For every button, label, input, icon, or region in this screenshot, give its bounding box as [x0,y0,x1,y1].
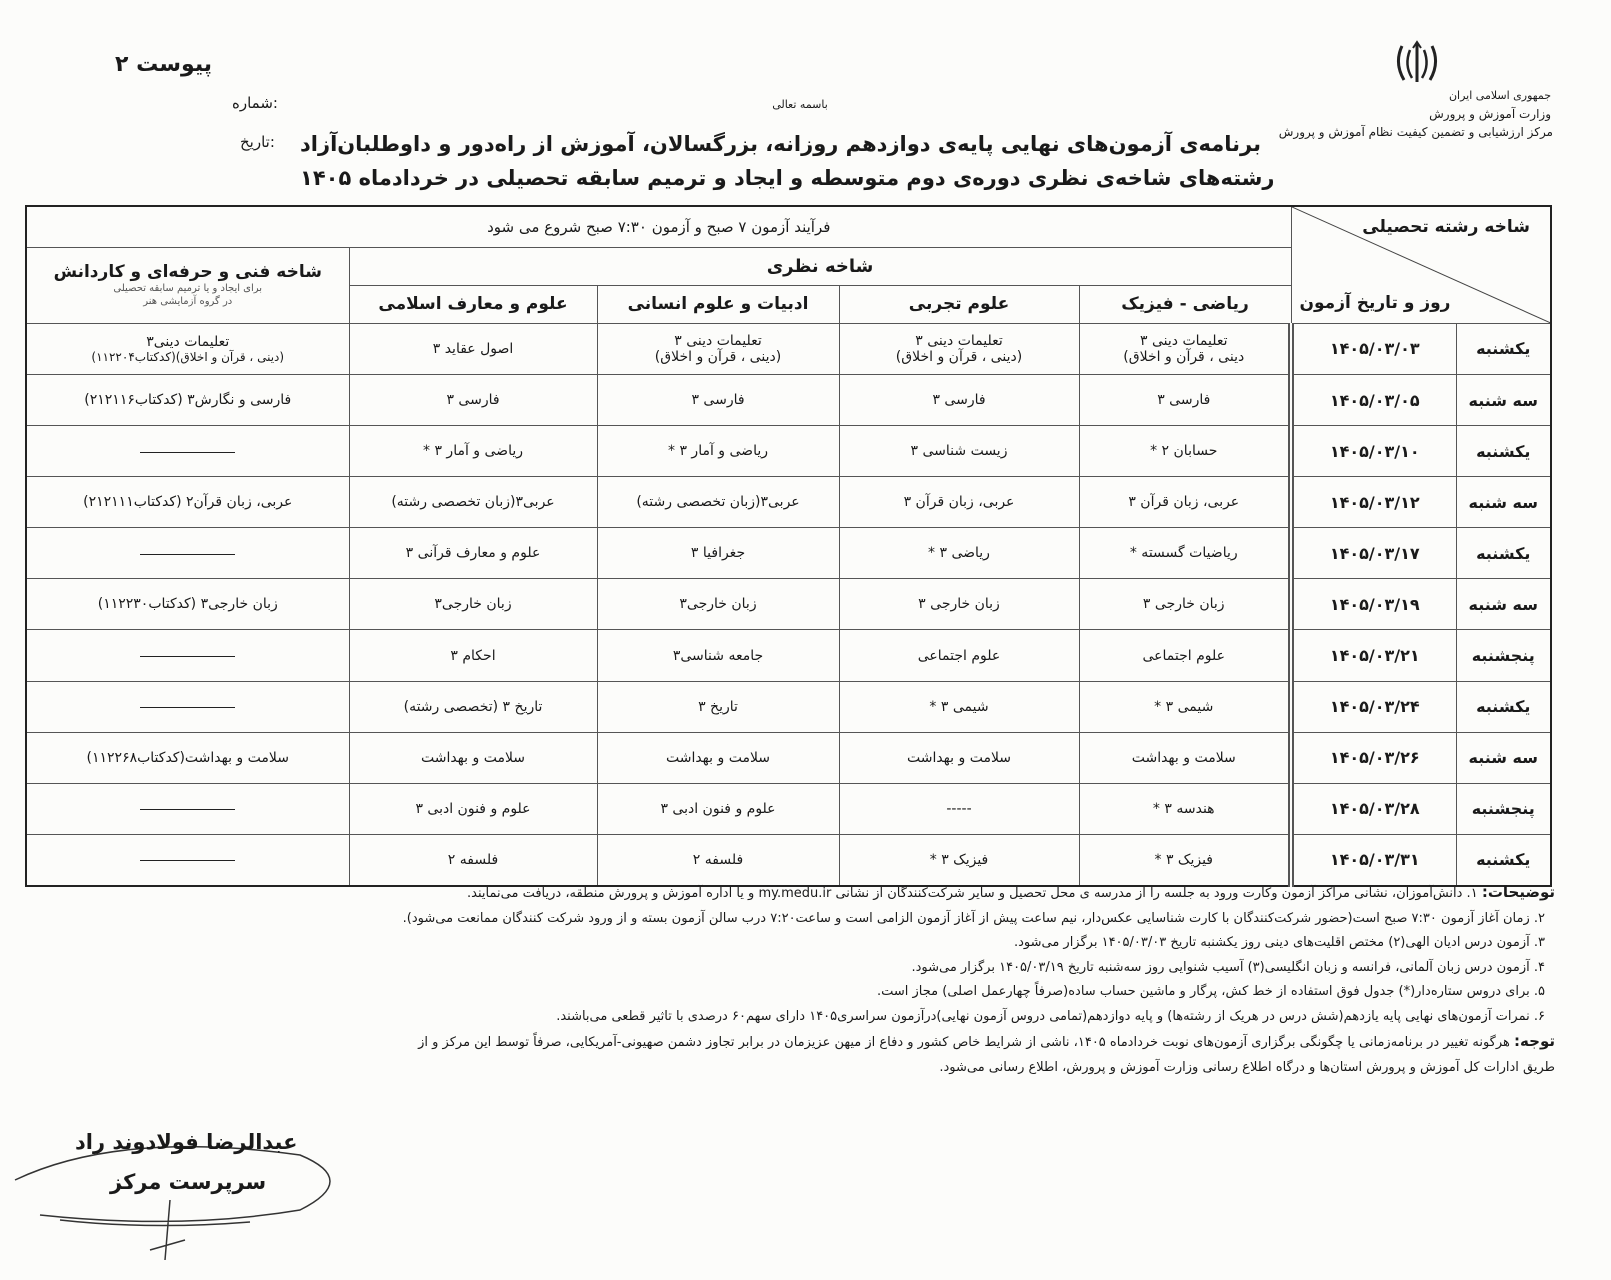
subject-text: ----- [946,800,972,817]
notes-section [55,880,1555,1080]
subject-text: ریاضی ۳ * [928,545,990,562]
subject-text: فارسی ۳ [691,392,745,409]
exam-date: ۱۴۰۵/۰۳/۰۵ [1291,375,1456,426]
empty-dash [140,808,235,810]
exam-date: ۱۴۰۵/۰۳/۳۱ [1291,834,1456,886]
exam-day: سه شنبه [1456,477,1551,528]
signatory-name: عبدالرضا فولادوند راد [75,1130,298,1154]
subject-cell [839,375,1079,426]
subject-text: فلسفه ۲ [447,851,499,868]
subject-text: فیزیک ۳ * [929,851,989,868]
process-note: فرآیند آزمون ۷ صبح و آزمون ۷:۳۰ صبح شروع می شود [26,206,1291,247]
subject-cell [597,732,839,783]
tech-subject-text: فارسی و نگارش۳ (کدکتاب۲۱۲۱۱۶) [84,392,292,409]
table-row [26,426,1551,477]
subject-text: زبان خارجی۳ [679,596,757,613]
empty-dash [140,451,235,453]
exam-day: پنجشنبه [1456,630,1551,681]
subject-cell [839,323,1079,374]
subject-text: جامعه شناسی۳ [672,647,764,664]
exam-date: ۱۴۰۵/۰۳/۲۸ [1291,783,1456,834]
subject-cell [349,630,597,681]
date-label: تاریخ: [240,133,275,151]
subject-cell [1079,579,1291,630]
tech-branch-note1: برای ایجاد و یا ترمیم سابقه تحصیلی [113,283,263,295]
subject-text: علوم و فنون ادبی ۳ [415,800,531,817]
note-item: ۵. برای دروس ستاره‌دار(*) جدول فوق استفاده از خط کش، پرگار و ماشین حساب ساده(صرفاً چهارعمل اصلی) مجاز است. [877,984,1545,999]
subject-cell [839,681,1079,732]
exam-date: ۱۴۰۵/۰۳/۱۰ [1291,426,1456,477]
subject-cell [597,477,839,528]
tech-subject-text: زبان خارجی۳ (کدکتاب۱۱۲۲۳۰) [97,596,278,613]
tech-subject-cell [26,477,349,528]
warning-label: توجه: [1514,1032,1555,1050]
subject-text: ریاضی و آمار ۳ * [423,443,523,460]
subject-cell [839,426,1079,477]
subject-cell [839,528,1079,579]
table-row [26,732,1551,783]
empty-dash [140,859,235,861]
exam-date: ۱۴۰۵/۰۳/۱۷ [1291,528,1456,579]
tech-subject-cell [26,783,349,834]
iran-emblem-icon [1392,38,1442,88]
corner-header-cell [1291,206,1551,323]
subject-text: تعلیمات دینی ۳ [674,332,762,349]
subject-text: سلامت و بهداشت [420,749,526,766]
center-name: مرکز ارزشیابی و تضمین کیفیت نظام آموزش و پرورش [1278,125,1553,139]
subject-text: زبان خارجی ۳ [1142,596,1225,613]
subject-cell [1079,375,1291,426]
exam-schedule-table [25,205,1552,887]
subject-text: جغرافیا ۳ [690,545,746,562]
subject-text: زبان خارجی۳ [434,596,512,613]
subject-cell [349,375,597,426]
field-header: علوم و معارف اسلامی [349,285,597,323]
subject-cell [349,681,597,732]
subject-cell [1079,426,1291,477]
subject-cell [839,579,1079,630]
subject-cell [349,579,597,630]
subject-text: حسابان ۲ * [1150,443,1218,460]
subject-cell [349,426,597,477]
nazari-branch-header: شاخه نظری [349,247,1291,285]
table-row [26,375,1551,426]
exam-day: سه شنبه [1456,579,1551,630]
subject-text: شیمی ۳ * [929,698,989,715]
field-header: ادبیات و علوم انسانی [597,285,839,323]
table-row [26,528,1551,579]
subject-text: علوم و فنون ادبی ۳ [660,800,776,817]
exam-date: ۱۴۰۵/۰۳/۱۲ [1291,477,1456,528]
subject-cell [349,477,597,528]
signatory-title: سرپرست مرکز [110,1170,267,1194]
subject-text: تعلیمات دینی ۳ [1139,332,1228,349]
subject-text: فارسی ۳ [932,392,986,409]
subject-text: احکام ۳ [450,647,496,664]
warning-line [55,1029,1555,1056]
corner-header-field: شاخه رشته تحصیلی [1362,217,1530,237]
subject-text: علوم اجتماعی [1142,647,1225,664]
exam-day: یکشنبه [1456,426,1551,477]
empty-dash [140,655,235,657]
warning-text: هرگونه تغییر در برنامه‌زمانی یا چگونگی برگزاری آزمون‌های نوبت خردادماه ۱۴۰۵، ناشی از شرایط خاص کشور و دفاع از میهن عزیزمان در برابر تجاوز دشمن صهیونی-آمریکایی، صرفاً توسط این مرکز و از [418,1035,1510,1050]
subject-text: تعلیمات دینی ۳ [915,332,1003,349]
subject-cell [349,528,597,579]
subject-cell [597,630,839,681]
warning-text-2: طریق ادارات کل آموزش و پرورش استان‌ها و درگاه اطلاع رسانی وزارت آموزش و پرورش، اطلاع رسانی می‌شود. [939,1059,1555,1075]
subject-text: شیمی ۳ * [1154,698,1214,715]
subject-text: عربی۳(زبان تخصصی رشته) [391,494,555,511]
subject-text: دینی ، قرآن و اخلاق) [1123,348,1245,365]
subject-text: علوم و معارف قرآنی ۳ [405,545,541,562]
exam-day: یکشنبه [1456,834,1551,886]
subject-cell [1079,783,1291,834]
subject-cell [597,528,839,579]
subject-cell [839,630,1079,681]
subject-text: تاریخ ۳ (تخصصی رشته) [403,698,543,715]
subject-cell [349,732,597,783]
subject-text: هندسه ۳ * [1152,800,1215,817]
table-row [26,783,1551,834]
page-title-line1: برنامه‌ی آزمون‌های نهایی پایه‌ی دوازدهم روزانه، بزرگسالان، آموزش از راه‌دور و داوطلبان‌آزاد [300,132,1261,156]
subject-cell [597,834,839,886]
tech-subject-cell [26,681,349,732]
subject-cell [839,834,1079,886]
subject-cell [1079,323,1291,374]
field-header: ریاضی - فیزیک [1079,285,1291,323]
empty-dash [140,553,235,555]
note-item: ۲. زمان آغاز آزمون ۷:۳۰ صبح است(حضور شرکت‌کنندگان با کارت شناسایی عکس‌دار، نیم ساعت پیش از آغاز آزمون الزامی است و ساعت۷:۲۰ درب سالن آزمون بسته و از ورود شرکت کنندگان ممانعت می‌شود). [402,910,1545,926]
subject-cell [597,579,839,630]
subject-cell [1079,732,1291,783]
ministry-name: وزارت آموزش و پرورش [1429,107,1551,121]
subject-cell [349,323,597,374]
exam-day: سه شنبه [1456,375,1551,426]
subject-cell [597,375,839,426]
exam-date: ۱۴۰۵/۰۳/۰۳ [1291,323,1456,374]
exam-date: ۱۴۰۵/۰۳/۲۱ [1291,630,1456,681]
tech-subject-cell [26,630,349,681]
subject-cell [349,783,597,834]
exam-day: سه شنبه [1456,732,1551,783]
subject-cell [1079,834,1291,886]
subject-text: فلسفه ۲ [692,851,744,868]
subject-text: سلامت و بهداشت [906,749,1012,766]
tech-subject-cell [26,375,349,426]
note-item: ۳. آزمون درس ادیان الهی(۲) مختص اقلیت‌های دینی روز یکشنبه تاریخ ۱۴۰۵/۰۳/۰۳ برگزار می‌شود. [1013,935,1545,950]
exam-day: یکشنبه [1456,323,1551,374]
subject-cell [597,783,839,834]
table-row [26,323,1551,374]
subject-cell [349,834,597,886]
table-row [26,630,1551,681]
table-row [26,681,1551,732]
subject-cell [839,477,1079,528]
tech-subject-text: تعلیمات دینی۳ [146,333,230,350]
tech-subject-cell [26,732,349,783]
tech-subject-text: عربی، زبان قرآن۲ (کدکتاب۲۱۲۱۱۱) [83,494,293,511]
subject-text: علوم اجتماعی [917,647,1001,664]
attachment-label: پیوست ۲ [115,52,213,77]
subject-cell [597,681,839,732]
subject-text: ریاضی و آمار ۳ * [668,443,768,460]
subject-cell [1079,477,1291,528]
exam-day: پنجشنبه [1456,783,1551,834]
subject-cell [839,783,1079,834]
tech-subject-text: سلامت و بهداشت(کدکتاب۱۱۲۲۶۸) [86,749,289,766]
note-item: ۱. دانش‌آموزان، نشانی مراکز آزمون وکارت ورود به جلسه را از مدرسه ی محل تحصیل و سایر شرکت‌کنندگان از نشانی my.medu.ir و یا اداره آموزش و پرورش منطقه، دریافت می‌نمایند. [467,886,1478,901]
exam-date: ۱۴۰۵/۰۳/۱۹ [1291,579,1456,630]
subject-text: ریاضیات گسسته * [1129,545,1238,562]
subject-cell [1079,528,1291,579]
subject-text: عربی، زبان قرآن ۳ [1128,494,1240,511]
subject-cell [1079,681,1291,732]
subject-cell [597,323,839,374]
subject-text: اصول عقاید ۳ [432,340,514,357]
subject-text: زبان خارجی ۳ [918,596,1000,613]
page-title-line2: رشته‌های شاخه‌ی نظری دوره‌ی دوم متوسطه و ایجاد و ترمیم سابقه تحصیلی در خردادماه ۱۴۰۵ [300,166,1275,190]
note-line [55,880,1555,907]
table-row [26,834,1551,886]
subject-text: (دینی ، قرآن و اخلاق) [654,348,782,365]
subject-cell [597,426,839,477]
tech-subject-cell [26,528,349,579]
note-item: ۴. آزمون درس زبان آلمانی، فرانسه و زبان انگلیسی(۳) آسیب شنوایی روز سه‌شنبه تاریخ ۱۴۰۵/۰۳/۱۹ برگزار می‌شود. [911,959,1545,975]
tech-subject-cell [26,323,349,374]
tech-subject-cell [26,834,349,886]
tech-branch-note2: در گروه آزمایشی هنر [143,296,233,308]
subject-text: (دینی ، قرآن و اخلاق) [895,348,1023,365]
exam-day: یکشنبه [1456,528,1551,579]
table-row [26,477,1551,528]
exam-day: یکشنبه [1456,681,1551,732]
basmala: باسمه تعالی [772,98,828,111]
subject-text: فیزیک ۳ * [1154,851,1213,868]
subject-cell [839,732,1079,783]
subject-text: فارسی ۳ [446,392,500,409]
subject-text: عربی۳(زبان تخصصی رشته) [636,494,800,511]
tech-branch-title: شاخه فنی و حرفه‌ای و کاردانش [53,262,322,283]
table-row [26,579,1551,630]
corner-header-date: روز و تاریخ آزمون [1299,292,1451,313]
empty-dash [140,706,235,708]
exam-date: ۱۴۰۵/۰۳/۲۴ [1291,681,1456,732]
subject-text: سلامت و بهداشت [1131,749,1236,766]
country-name: جمهوری اسلامی ایران [1448,89,1551,102]
field-header: علوم تجربی [839,285,1079,323]
tech-subject-text: (دینی ، قرآن و اخلاق)(کدکتاب۱۱۲۲۰۴) [91,349,285,364]
subject-text: فارسی ۳ [1157,392,1211,409]
tech-branch-header [26,247,349,323]
subject-text: سلامت و بهداشت [665,749,771,766]
subject-text: عربی، زبان قرآن ۳ [903,494,1015,511]
subject-text: زیست شناسی ۳ [910,443,1008,460]
subject-text: تاریخ ۳ [698,698,738,715]
tech-subject-cell [26,579,349,630]
notes-label: توضیحات: [1481,883,1555,901]
number-label: شماره: [232,94,278,112]
tech-subject-cell [26,426,349,477]
note-item: ۶. نمرات آزمون‌های نهایی پایه یازدهم(شش درس در هریک از رشته‌ها) و پایه دوازدهم(تمامی دروس آزمون نهایی)درآزمون سراسری۱۴۰۵ دارای سهم۶۰ درصدی با تاثیر قطعی می‌باشند. [556,1008,1545,1024]
exam-date: ۱۴۰۵/۰۳/۲۶ [1291,732,1456,783]
subject-cell [1079,630,1291,681]
